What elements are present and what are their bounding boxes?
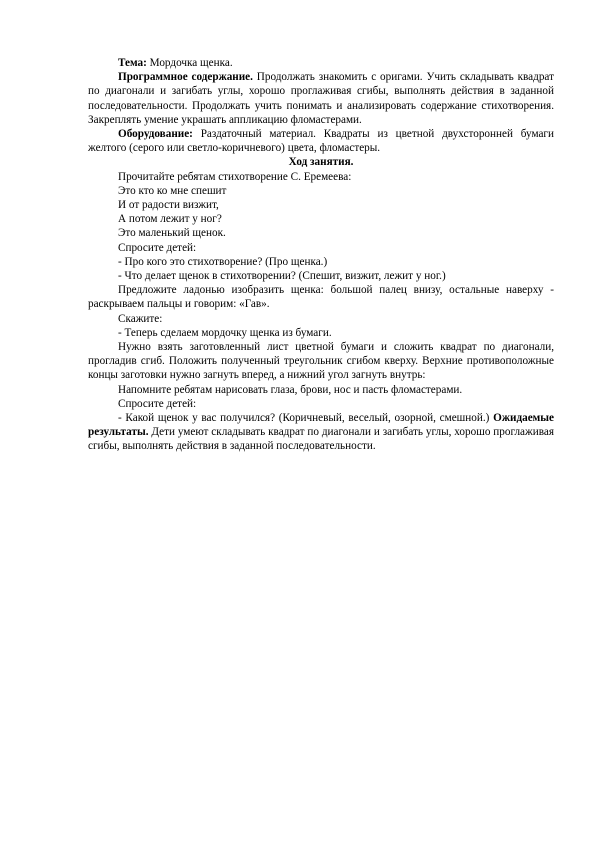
program-paragraph bbox=[88, 70, 554, 127]
topic-text: Мордочка щенка. bbox=[146, 57, 233, 69]
poem-line-2: И от радости визжит, bbox=[118, 199, 219, 212]
read-poem-line: Прочитайте ребятам стихотворение С. Еремеева: bbox=[118, 170, 352, 183]
poem-line-1: Это кто ко мне спешит bbox=[118, 184, 227, 197]
ask-children-line: Спросите детей: bbox=[118, 241, 197, 254]
question-line-2: - Что делает щенок в стихотворении? (Спешит, визжит, лежит у ног.) bbox=[118, 270, 446, 283]
remind-line: Напомните ребятам нарисовать глаза, брови, нос и пасть фломастерами. bbox=[118, 383, 463, 396]
poem-line-3: А потом лежит у ног? bbox=[118, 213, 222, 226]
now-make-line: - Теперь сделаем мордочку щенка из бумаги. bbox=[118, 326, 332, 339]
ask-children-line-2: Спросите детей: bbox=[118, 397, 197, 410]
topic-label: Тема: bbox=[118, 57, 147, 69]
topic-paragraph bbox=[88, 56, 554, 70]
program-label: Программное содержание. bbox=[118, 71, 253, 84]
poem-line-4: Это маленький щенок. bbox=[118, 227, 226, 240]
document-body bbox=[88, 56, 554, 454]
results-text: Дети умеют складывать квадрат по диагонали и загибать углы, хорошо проглаживая сгибы, выполнять действия в заданной последовательности. bbox=[88, 426, 554, 453]
equipment-label: Оборудование: bbox=[118, 128, 193, 141]
equipment-paragraph bbox=[88, 127, 554, 155]
program-text: Продолжать знакомить с оригами. Учить складывать квадрат по диагонали и загибать углы, хорошо проглаживая сгибы, выполнять действия в заданной последовательности. Продолжать учить понимать и анализировать содержание стихотворения. Закреплять умение украшать аппликацию фломастерами. bbox=[88, 71, 554, 126]
question-line-1: - Про кого это стихотворение? (Про щенка.) bbox=[118, 255, 328, 268]
equipment-text: Раздаточный материал. Квадраты из цветной двухсторонней бумаги желтого (серого или светло-коричневого) цвета, фломастеры. bbox=[88, 128, 554, 155]
fold-paragraph: Нужно взять заготовленный лист цветной бумаги и сложить квадрат по диагонали, прогладив сгиб. Положить полученный треугольник сгибом кверху. Верхние противоположные концы заготовки нужно загнуть вперед, а нижний угол загнуть внутрь: bbox=[88, 341, 554, 382]
palm-paragraph: Предложите ладонью изобразить щенка: большой палец внизу, остальные наверху - раскрываем пальцы и говорим: «Гав». bbox=[88, 284, 554, 311]
final-paragraph bbox=[88, 411, 554, 454]
final-question: - Какой щенок у вас получился? (Коричневый, веселый, озорной, смешной.) bbox=[118, 412, 490, 425]
results-label: Ожидаемые результаты. bbox=[88, 412, 554, 439]
lesson-heading: Ход занятия. bbox=[288, 156, 354, 169]
say-line: Скажите: bbox=[118, 312, 163, 325]
